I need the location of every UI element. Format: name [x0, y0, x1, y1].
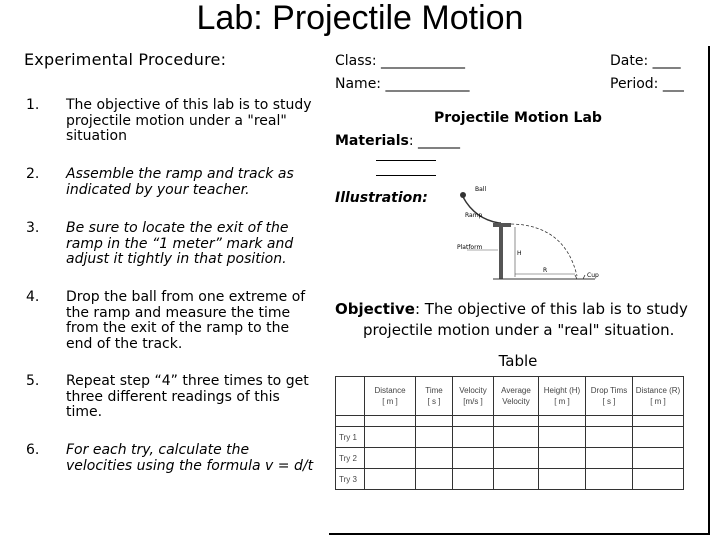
step-text: Repeat step “4” three times to get three different readings of this time. — [66, 373, 309, 420]
table-cell[interactable] — [633, 469, 684, 490]
procedure-heading: Experimental Procedure: — [24, 50, 227, 69]
lab-title: Projectile Motion Lab — [434, 110, 602, 126]
table-cell[interactable] — [416, 448, 453, 469]
procedure-step-5 — [24, 374, 314, 421]
ball-icon — [460, 192, 466, 198]
procedure-step-2 — [24, 167, 314, 198]
table-cell[interactable] — [633, 427, 684, 448]
procedure-step-6 — [24, 443, 314, 474]
table-header-cell: Height (H) [ m ] — [539, 377, 586, 416]
diagram-range-label: R — [543, 267, 548, 274]
name-field[interactable]: Name: ____________ — [335, 76, 470, 92]
page-title: Lab: Projectile Motion — [196, 0, 524, 37]
table-cell[interactable] — [416, 427, 453, 448]
step-number: 1. — [26, 97, 40, 113]
step-text: The objective of this lab is to study projectile motion under a "real" situation — [66, 97, 312, 144]
procedure-step-4 — [24, 290, 314, 352]
diagram-ball-label: Ball — [475, 186, 487, 193]
row-label: Try 3 — [336, 469, 365, 490]
table-cell[interactable] — [586, 469, 633, 490]
table-cell[interactable] — [494, 427, 539, 448]
table-cell[interactable] — [453, 427, 494, 448]
procedure-step-3 — [24, 221, 314, 268]
step-number: 3. — [26, 220, 40, 236]
table-header-cell: Drop Tims [ s ] — [586, 377, 633, 416]
table-cell[interactable] — [494, 469, 539, 490]
illustration-label: Illustration: — [335, 190, 428, 206]
table-header-cell: Distance [ m ] — [365, 377, 416, 416]
table-cell[interactable] — [365, 448, 416, 469]
table-cell[interactable] — [539, 469, 586, 490]
lab-sheet-panel — [329, 46, 710, 535]
table-header-cell: Time [ s ] — [416, 377, 453, 416]
table-spacer-row — [336, 416, 684, 427]
table-cell[interactable] — [416, 469, 453, 490]
objective-text — [335, 299, 705, 341]
table-row — [336, 427, 684, 448]
materials-blank[interactable]: : ______ — [408, 133, 461, 149]
table-cell[interactable] — [453, 448, 494, 469]
row-label: Try 2 — [336, 448, 365, 469]
materials-line — [335, 133, 460, 149]
materials-blank-line[interactable] — [376, 175, 436, 176]
table-cell[interactable] — [539, 448, 586, 469]
step-text: For each try, calculate the velocities using the formula v = d/t — [66, 442, 314, 474]
procedure-step-1 — [24, 98, 314, 145]
materials-blank-line[interactable] — [376, 160, 436, 161]
table-header-row — [336, 377, 684, 416]
step-number: 2. — [26, 166, 40, 182]
period-field[interactable]: Period: ___ — [610, 76, 684, 92]
table-cell[interactable] — [365, 469, 416, 490]
step-text: Drop the ball from one extreme of the ramp and measure the time from the exit of the ramp to the end of the track. — [66, 289, 306, 352]
table-cell[interactable] — [586, 427, 633, 448]
objective-line-1: : The objective of this lab is to study — [414, 300, 688, 318]
table-header-cell: Distance (R) [ m ] — [633, 377, 684, 416]
table-cell[interactable] — [494, 448, 539, 469]
objective-label: Objective — [335, 300, 415, 318]
step-number: 6. — [26, 442, 40, 458]
table-row — [336, 448, 684, 469]
table-cell[interactable] — [453, 469, 494, 490]
class-field[interactable]: Class: ____________ — [335, 53, 465, 69]
projectile-diagram — [453, 183, 603, 287]
diagram-height-label: H — [517, 250, 522, 257]
table-cell[interactable] — [633, 448, 684, 469]
table-header-cell: Average Velocity — [494, 377, 539, 416]
table-cell[interactable] — [539, 427, 586, 448]
step-number: 4. — [26, 289, 40, 305]
diagram-cup-label: Cup — [587, 272, 599, 279]
row-label: Try 1 — [336, 427, 365, 448]
table-cell[interactable] — [365, 427, 416, 448]
materials-label: Materials — [335, 133, 409, 149]
table-row — [336, 469, 684, 490]
diagram-ramp-label: Ramp — [465, 212, 483, 219]
step-text: Assemble the ramp and track as indicated by your teacher. — [66, 166, 294, 198]
data-table — [335, 376, 684, 490]
objective-line-2: projectile motion under a "real" situation. — [363, 321, 675, 339]
table-corner-cell — [336, 377, 365, 416]
step-text: Be sure to locate the exit of the ramp in the “1 meter” mark and adjust it tightly in that position. — [66, 220, 294, 267]
table-label: Table — [498, 352, 538, 370]
diagram-platform-label: Platform — [457, 244, 483, 251]
date-field[interactable]: Date: ____ — [610, 53, 681, 69]
step-number: 5. — [26, 373, 40, 389]
table-header-cell: Velocity [m/s ] — [453, 377, 494, 416]
table-cell[interactable] — [586, 448, 633, 469]
